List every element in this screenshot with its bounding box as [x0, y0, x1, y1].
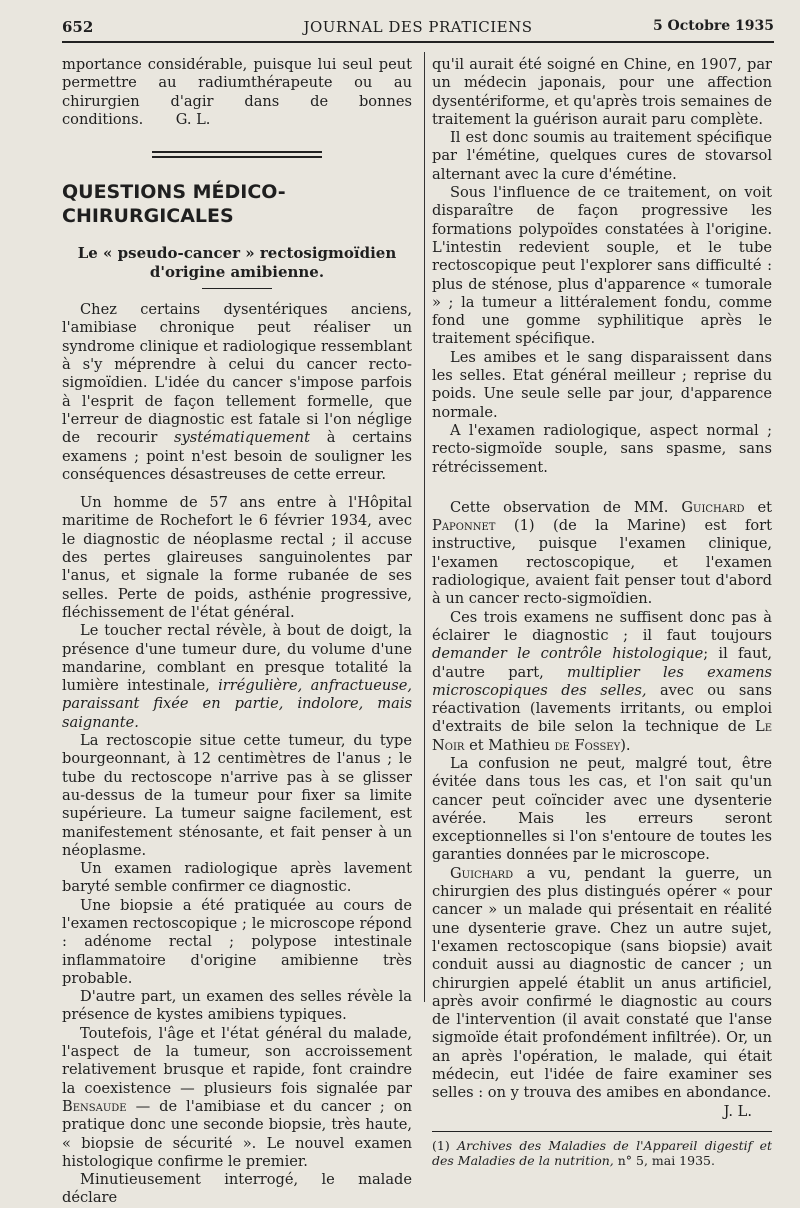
paragraph: Il est donc soumis au traitement spécifique par l'émétine, quelques cures de stovarsol alternant avec la cure d'émétine.	[432, 129, 772, 183]
paragraph: A l'examen radiologique, aspect normal ; recto-sigmoïde souple, sans spasme, sans rétrécissement.	[432, 421, 772, 476]
author-name: Guichard	[450, 864, 514, 882]
article-title-line-2: d'origine amibienne.	[149, 263, 325, 282]
author-name: Bensaude	[62, 1097, 127, 1115]
paragraph: Minutieusement interrogé, le malade déclare	[62, 1171, 412, 1207]
author-name: Le Noir	[432, 718, 772, 754]
section-heading: QUESTIONS MÉDICO-CHIRURGICALES	[62, 181, 286, 228]
paragraph: Sous l'influence de ce traitement, on voit disparaître de façon progressive les formations polypoïdes constatées à l'origine. L'intestin redevient souple, et le tube rectoscopique peut l'explorer sans difficulté : plus de sténose, plus d'apparence « tumorale » ; la tumeur a littéralement fondu, comme fond une gomme syphilitique après le traitement spécifique.	[432, 184, 772, 348]
signature: J. L.	[723, 1102, 752, 1120]
paragraph: Un homme de 57 ans entre à l'Hôpital maritime de Rochefort le 6 février 1934, avec le diagnostic de néoplasme rectal ; il accuse des pertes glaireuses sanguinolentes par l'anus, et signale la forme rubanée de ses selles. Perte de poids, asthénie progressive, fléchissement de l'état général.	[62, 494, 412, 621]
left-column	[62, 56, 412, 1208]
paragraph: Cette observation de MM. Guichard et Paponnet (1) (de la Marine) est fort instructive, puisque l'examen clinique, l'examen rectoscopique, et l'examen radiologique, avaient fait penser tout d'abord à un cancer recto-sigmoïdien.	[432, 498, 773, 608]
paragraph: Guichard a vu, pendant la guerre, un chirurgien des plus distingués opérer « pour cancer » un malade qui présentait en réalité une dysenterie grave. Chez un autre sujet, l'examen rectoscopique (sans biopsie) avait conduit aussi au diagnostic de cancer ; un chirurgien appelé établit un anus artificiel, après avoir confirmé le diagnostic au cours de l'intervention (il avait constaté que l'anse sigmoïde était profondément infiltrée). Or, un an après l'opération, le malade, qui était médecin, eut l'idée de faire examiner ses selles : on y trouva des amibes en abondance.	[432, 864, 773, 1102]
paragraph: Toutefois, l'âge et l'état général du malade, l'aspect de la tumeur, son accroissement relativement brusque et rapide, font craindre la coexistence — plusieurs fois signalée par Bensaude — de l'amibiase et du cancer ; on pratique donc une seconde biopsie, très haute, « biopsie de sécurité ». Le nouvel examen histologique confirme le premier.	[62, 1024, 413, 1170]
paragraph: Ces trois examens ne suffisent donc pas à éclairer le diagnostic ; il faut toujours demander le contrôle histologique; il faut, d'autre part, multiplier les examens microscopiques des selles, avec ou sans réactivation (lavements irritants, ou emploi d'extraits de bile selon la technique de Le Noir et Mathieu de Fossey).	[432, 608, 773, 754]
author-name: Guichard	[681, 498, 745, 516]
paragraph: mportance considérable, puisque lui seul peut permettre au radiumthérapeute ou au chirurgien d'agir dans de bonnes conditions. G. L.	[62, 56, 412, 128]
page-header	[62, 18, 774, 42]
author-name: Paponnet	[432, 517, 496, 535]
paragraph: Un examen radiologique après lavement baryté semble confirmer ce diagnostic.	[62, 860, 412, 896]
right-column	[432, 56, 772, 1169]
paragraph: Chez certains dysentériques anciens, l'amibiase chronique peut réaliser un syndrome clinique et radiologique ressemblant à s'y méprendre à celui du cancer recto-sigmoïdien. L'idée du cancer s'impose parfois à l'esprit de façon tellement formelle, que l'erreur de diagnostic est fatale si l'on néglige de recourir systématiquement à certains examens ; point n'est besoin de souligner les conséquences désastreuses de cette erreur.	[62, 301, 413, 483]
title-rule	[202, 288, 272, 289]
footnote: (1) Archives des Maladies de l'Appareil digestif et des Maladies de la nutrition, n° 5, mai 1935.	[432, 1137, 772, 1169]
paragraph: D'autre part, un examen des selles révèle la présence de kystes amibiens typiques.	[62, 988, 412, 1024]
signature: G. L.	[175, 110, 211, 128]
column-divider	[424, 52, 425, 1002]
footnote-rule	[432, 1131, 772, 1132]
author-name: de Fossey	[554, 736, 621, 754]
article-title-line-1: Le « pseudo-cancer » rectosigmoïdien	[77, 244, 397, 263]
paragraph: qu'il aurait été soigné en Chine, en 1907, par un médecin japonais, pour une affection dysentériforme, et qu'après trois semaines de traitement la guérison aurait paru complète.	[432, 56, 772, 128]
paragraph: La confusion ne peut, malgré tout, être évitée dans tous les cas, et l'on sait qu'un cancer peut coïncider avec une dysenterie avérée. Mais les erreurs seront exceptionnelles si l'on s'entoure de toutes les garanties données par le microscope.	[432, 754, 772, 864]
paragraph: Les amibes et le sang disparaissent dans les selles. Etat général meilleur ; reprise du poids. Une seule selle par jour, d'apparence normale.	[432, 348, 772, 421]
header-rule	[62, 41, 774, 43]
paragraph: Le toucher rectal révèle, à bout de doigt, la présence d'une tumeur dure, du volume d'une mandarine, comblant en presque totalité la lumière intestinale, irrégulière, anfractueuse, paraissant fixée en partie, indolore, mais saignante.	[62, 622, 413, 731]
section-divider	[152, 151, 322, 158]
paragraph: La rectoscopie situe cette tumeur, du type bourgeonnant, à 12 centimètres de l'anus ; le tube du rectoscope n'arrive pas à se glisser au-dessus de la tumeur pour fixer sa limite supérieure. La tumeur saigne facilement, est manifestement sténosante, et fait penser à un néoplasme.	[62, 732, 412, 859]
paragraph: Une biopsie a été pratiquée au cours de l'examen rectoscopique ; le microscope répond : adénome rectal ; polypose intestinale inflammatoire d'origine amibienne très probable.	[62, 896, 412, 987]
page-number: 652	[62, 18, 94, 36]
issue-date: 5 Octobre 1935	[652, 18, 774, 34]
journal-title: JOURNAL DES PRATICIENS	[303, 18, 533, 36]
